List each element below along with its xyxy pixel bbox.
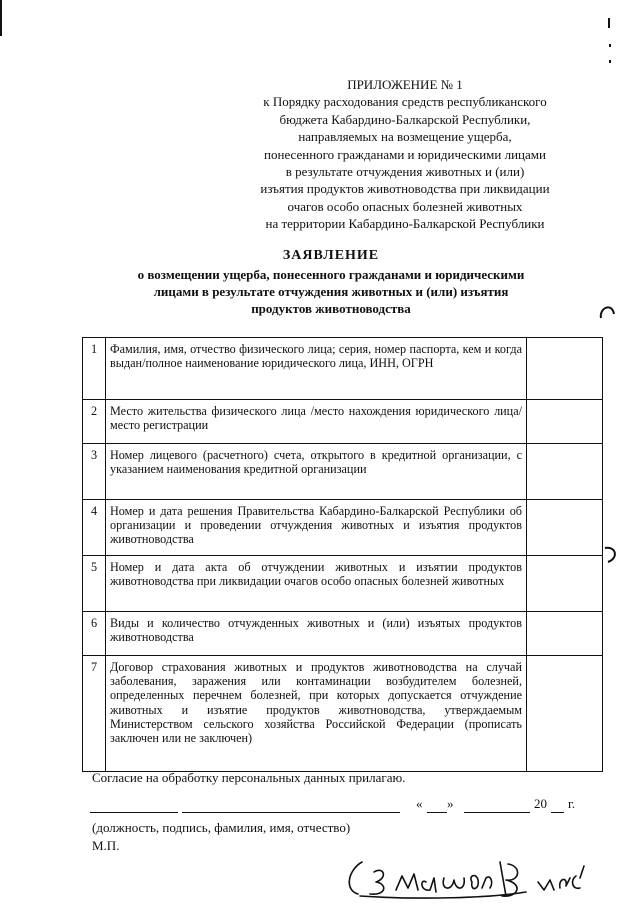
year-prefix: 20 — [534, 796, 547, 811]
scan-mark-right-3 — [609, 60, 611, 63]
row-entry-cell[interactable] — [527, 444, 603, 500]
row-entry-cell[interactable] — [527, 500, 603, 556]
handwritten-signature — [340, 852, 600, 902]
binder-hole-mark-top — [598, 300, 618, 324]
row-number: 5 — [83, 556, 106, 612]
appendix-header — [205, 76, 605, 233]
row-description: Номер лицевого (расчетного) счета, открытого в кредитной организации, с указанием наименования кредитной организации — [106, 444, 527, 500]
application-subtitle-line: лицами в результате отчуждения животных и (или) изъятия — [153, 284, 509, 299]
year-suffix: г. — [568, 796, 576, 811]
day-blank[interactable] — [427, 812, 447, 813]
table-row — [83, 556, 603, 612]
month-blank[interactable] — [464, 812, 530, 813]
row-number: 2 — [83, 400, 106, 444]
appendix-line: к Порядку расходования средств республиканского — [263, 94, 547, 110]
row-number: 1 — [83, 338, 106, 400]
row-description: Фамилия, имя, отчество физического лица; серия, номер паспорта, кем и когда выдан/полное наименование юридического лица, ИНН, ОГРН — [106, 338, 527, 400]
table-row — [83, 612, 603, 656]
scan-mark-right-1 — [608, 18, 610, 28]
appendix-line: изъятия продуктов животноводства при ликвидации — [260, 181, 550, 197]
date-close-quote: » — [447, 796, 454, 811]
row-number: 7 — [83, 656, 106, 772]
consent-statement: Согласие на обработку персональных данных прилагаю. — [92, 770, 406, 785]
row-entry-cell[interactable] — [527, 656, 603, 772]
row-number: 3 — [83, 444, 106, 500]
appendix-line: направляемых на возмещение ущерба, — [298, 129, 512, 145]
table-row — [83, 444, 603, 500]
appendix-line: в результате отчуждения животных и (или) — [285, 164, 525, 180]
stamp-place-label: М.П. — [92, 838, 120, 853]
appendix-line: понесенного гражданами и юридическими лицами — [264, 146, 546, 162]
application-title: ЗАЯВЛЕНИЕ — [282, 248, 380, 263]
date-open-quote: « — [416, 796, 423, 811]
signature-date-line — [90, 796, 590, 816]
binder-hole-mark-bottom — [602, 544, 622, 568]
table-row — [83, 400, 603, 444]
row-description: Номер и дата решения Правительства Кабардино-Балкарской Республики об организации и проведении отчуждения животных и изъятия продуктов животноводства — [106, 500, 527, 556]
position-name-blank[interactable] — [90, 812, 178, 813]
row-entry-cell[interactable] — [527, 400, 603, 444]
scan-mark-left — [0, 0, 2, 36]
row-description: Договор страхования животных и продуктов животноводства на случай заболевания, заражения или контаминации возбудителем болезней, определенных перечнем болезней, при которых допускается отчуждение животных и изъятие продуктов животноводства, утверждаемым Министерством сельского хозяйства Российской Федерации (прописать заключен или не заключен) — [106, 656, 527, 772]
row-description: Виды и количество отчужденных животных и (или) изъятых продуктов животноводства — [106, 612, 527, 656]
appendix-line: на территории Кабардино-Балкарской Республики — [265, 216, 545, 232]
application-subtitle-line: продуктов животноводства — [251, 301, 411, 316]
table-row — [83, 338, 603, 400]
table-row — [83, 656, 603, 772]
appendix-title: ПРИЛОЖЕНИЕ № 1 — [347, 77, 463, 92]
application-form-table — [82, 337, 603, 772]
scan-mark-right-2 — [609, 44, 611, 47]
appendix-line: бюджета Кабардино-Балкарской Республики, — [279, 111, 531, 127]
appendix-line: очагов особо опасных болезней животных — [287, 198, 523, 214]
row-number: 6 — [83, 612, 106, 656]
row-number: 4 — [83, 500, 106, 556]
row-description: Номер и дата акта об отчуждении животных и изъятии продуктов животноводства при ликвидации очагов особо опасных болезней животных — [106, 556, 527, 612]
row-entry-cell[interactable] — [527, 338, 603, 400]
application-subtitle-line: о возмещении ущерба, понесенного гражданами и юридическими — [137, 267, 525, 282]
signature-caption: (должность, подпись, фамилия, имя, отчество) — [92, 820, 351, 835]
table-row — [83, 500, 603, 556]
year-blank[interactable] — [551, 812, 564, 813]
signature-blank[interactable] — [182, 812, 400, 813]
row-description: Место жительства физического лица /место нахождения юридического лица/место регистрации — [106, 400, 527, 444]
row-entry-cell[interactable] — [527, 556, 603, 612]
row-entry-cell[interactable] — [527, 612, 603, 656]
application-title-block — [90, 248, 572, 317]
